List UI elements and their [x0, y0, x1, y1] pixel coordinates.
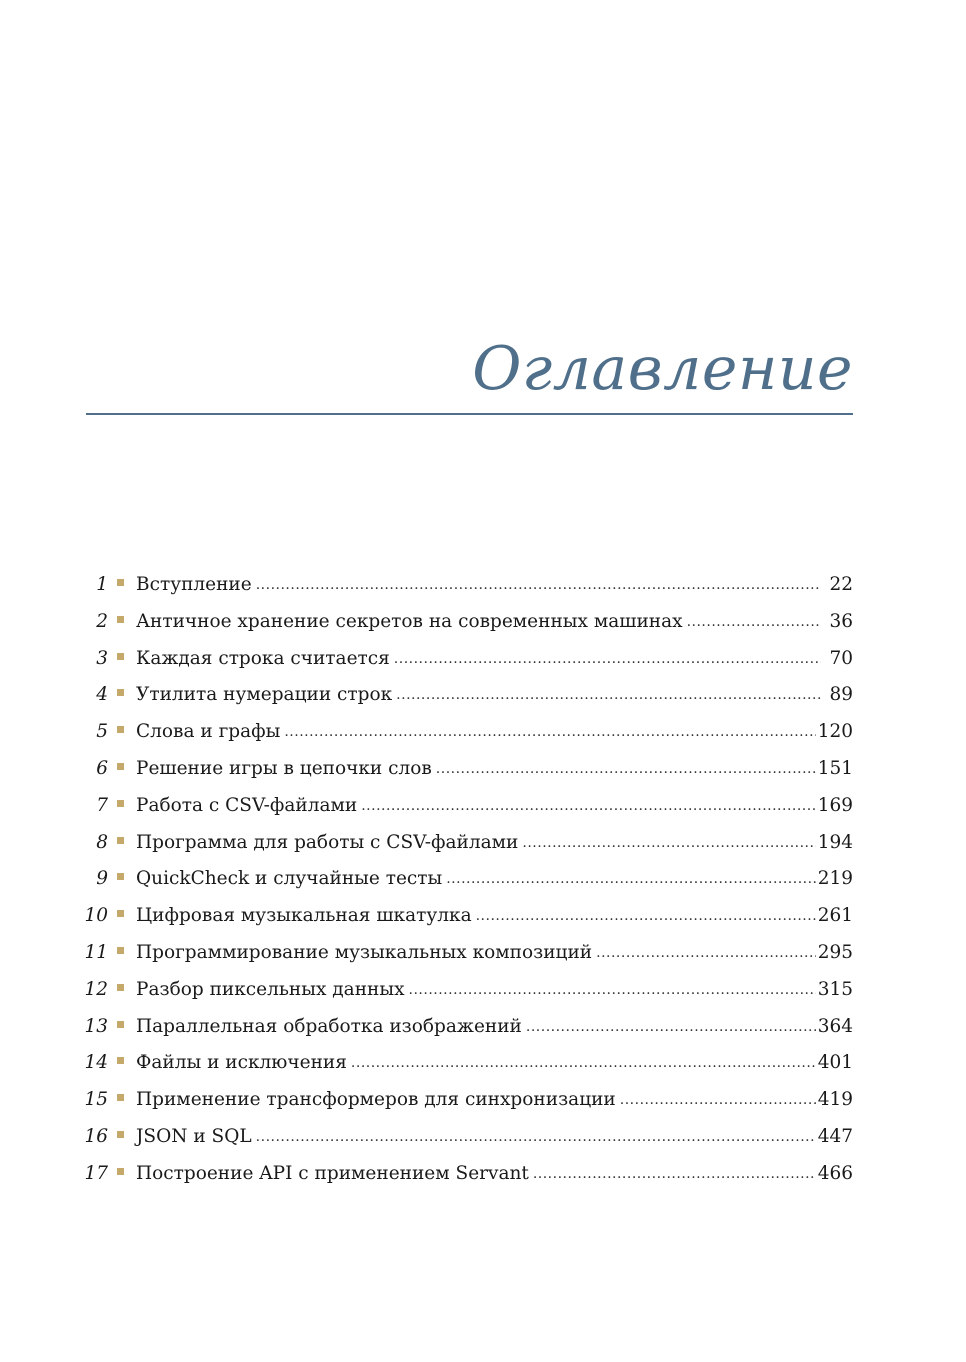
chapter-title[interactable]: Работа с CSV-файлами [136, 794, 358, 816]
chapter-title[interactable]: Файлы и исключения [136, 1052, 347, 1074]
dot-leader [522, 824, 815, 862]
square-bullet-icon [117, 616, 124, 623]
chapter-number: 5 [96, 721, 108, 743]
toc-entry[interactable] [80, 1009, 853, 1046]
chapter-number: 14 [84, 1052, 108, 1074]
dot-leader [394, 640, 821, 678]
chapter-title[interactable]: Утилита нумерации строк [136, 684, 393, 706]
square-bullet-icon [117, 837, 124, 844]
toc-entry[interactable] [80, 604, 853, 641]
page-number: 169 [817, 794, 853, 816]
square-bullet-icon [117, 1021, 124, 1028]
chapter-number: 9 [96, 868, 108, 890]
dot-leader [256, 566, 821, 604]
page-number: 295 [817, 941, 853, 963]
chapter-number: 12 [84, 978, 108, 1000]
chapter-number: 11 [84, 941, 108, 963]
square-bullet-icon [117, 653, 124, 660]
page-number: 22 [829, 574, 853, 595]
toc-entry[interactable] [80, 1119, 853, 1156]
dot-leader [351, 1044, 816, 1082]
toc-entry[interactable] [80, 898, 853, 935]
chapter-number: 6 [96, 757, 108, 779]
chapter-number: 8 [96, 831, 108, 853]
page-number: 466 [817, 1162, 853, 1184]
square-bullet-icon [117, 873, 124, 880]
chapter-title[interactable]: Программирование музыкальных композиций [136, 941, 593, 963]
toc-entry[interactable] [80, 677, 853, 714]
dot-leader [256, 1118, 816, 1156]
chapter-number: 13 [84, 1015, 108, 1037]
chapter-title[interactable]: Параллельная обработка изображений [136, 1015, 522, 1037]
page-number: 315 [817, 978, 853, 1000]
chapter-title[interactable]: QuickCheck и случайные тесты [136, 868, 443, 890]
chapter-number: 1 [96, 574, 108, 595]
toc-entry[interactable] [80, 1082, 853, 1119]
square-bullet-icon [117, 947, 124, 954]
page-number: 89 [829, 684, 853, 706]
square-bullet-icon [117, 579, 124, 586]
page-number: 219 [817, 868, 853, 890]
square-bullet-icon [117, 1131, 124, 1138]
dot-leader [526, 1008, 816, 1046]
page-number: 36 [829, 610, 853, 632]
page-number: 261 [817, 905, 853, 927]
toc-entry[interactable] [80, 714, 853, 751]
square-bullet-icon [117, 800, 124, 807]
page-title: Оглавление [472, 334, 853, 404]
chapter-title[interactable]: Слова и графы [136, 721, 281, 743]
chapter-number: 3 [96, 647, 108, 669]
chapter-title[interactable]: Построение API с применением Servant [136, 1162, 529, 1184]
dot-leader [476, 897, 816, 935]
square-bullet-icon [117, 763, 124, 770]
square-bullet-icon [117, 910, 124, 917]
title-divider [86, 413, 853, 415]
dot-leader [620, 1081, 816, 1119]
chapter-title[interactable]: Античное хранение секретов на современных машинах [136, 610, 683, 632]
chapter-number: 16 [84, 1125, 108, 1147]
toc-entry[interactable] [80, 935, 853, 972]
chapter-number: 4 [96, 684, 108, 706]
dot-leader [436, 750, 816, 788]
page-number: 447 [817, 1125, 853, 1147]
chapter-number: 7 [96, 794, 108, 816]
page-number: 194 [817, 831, 853, 853]
chapter-title[interactable]: Разбор пиксельных данных [136, 978, 405, 1000]
page-number: 70 [829, 647, 853, 669]
chapter-title[interactable]: Применение трансформеров для синхронизации [136, 1089, 616, 1111]
toc-entry[interactable] [80, 825, 853, 862]
dot-leader [396, 676, 821, 714]
dot-leader [409, 971, 816, 1009]
chapter-number: 2 [96, 610, 108, 632]
toc-entry[interactable] [80, 1156, 853, 1193]
toc-entry[interactable] [80, 972, 853, 1009]
square-bullet-icon [117, 689, 124, 696]
page-number: 401 [817, 1052, 853, 1074]
page-number: 120 [817, 721, 853, 743]
chapter-title[interactable]: Решение игры в цепочки слов [136, 757, 432, 779]
toc-entry[interactable] [80, 641, 853, 678]
dot-leader [361, 787, 815, 825]
toc-entry[interactable] [80, 1045, 853, 1082]
dot-leader [284, 713, 815, 751]
dot-leader [533, 1155, 816, 1193]
square-bullet-icon [117, 984, 124, 991]
page-number: 364 [817, 1015, 853, 1037]
dot-leader [687, 603, 821, 641]
square-bullet-icon [117, 1168, 124, 1175]
dot-leader [446, 860, 815, 898]
chapter-number: 10 [84, 905, 108, 927]
square-bullet-icon [117, 726, 124, 733]
toc-entry[interactable] [80, 788, 853, 825]
chapter-title[interactable]: Программа для работы с CSV-файлами [136, 831, 519, 853]
page-number: 151 [817, 757, 853, 779]
chapter-title[interactable]: Вступление [136, 574, 252, 595]
table-of-contents [80, 567, 853, 1193]
chapter-title[interactable]: Цифровая музыкальная шкатулка [136, 905, 472, 927]
chapter-title[interactable]: JSON и SQL [136, 1125, 252, 1147]
chapter-title[interactable]: Каждая строка считается [136, 647, 390, 669]
square-bullet-icon [117, 1057, 124, 1064]
toc-entry[interactable] [80, 861, 853, 898]
toc-entry[interactable] [80, 751, 853, 788]
square-bullet-icon [117, 1094, 124, 1101]
chapter-number: 17 [84, 1162, 108, 1184]
dot-leader [596, 934, 816, 972]
chapter-number: 15 [84, 1089, 108, 1111]
toc-entry[interactable] [80, 567, 853, 604]
page-number: 419 [817, 1089, 853, 1111]
